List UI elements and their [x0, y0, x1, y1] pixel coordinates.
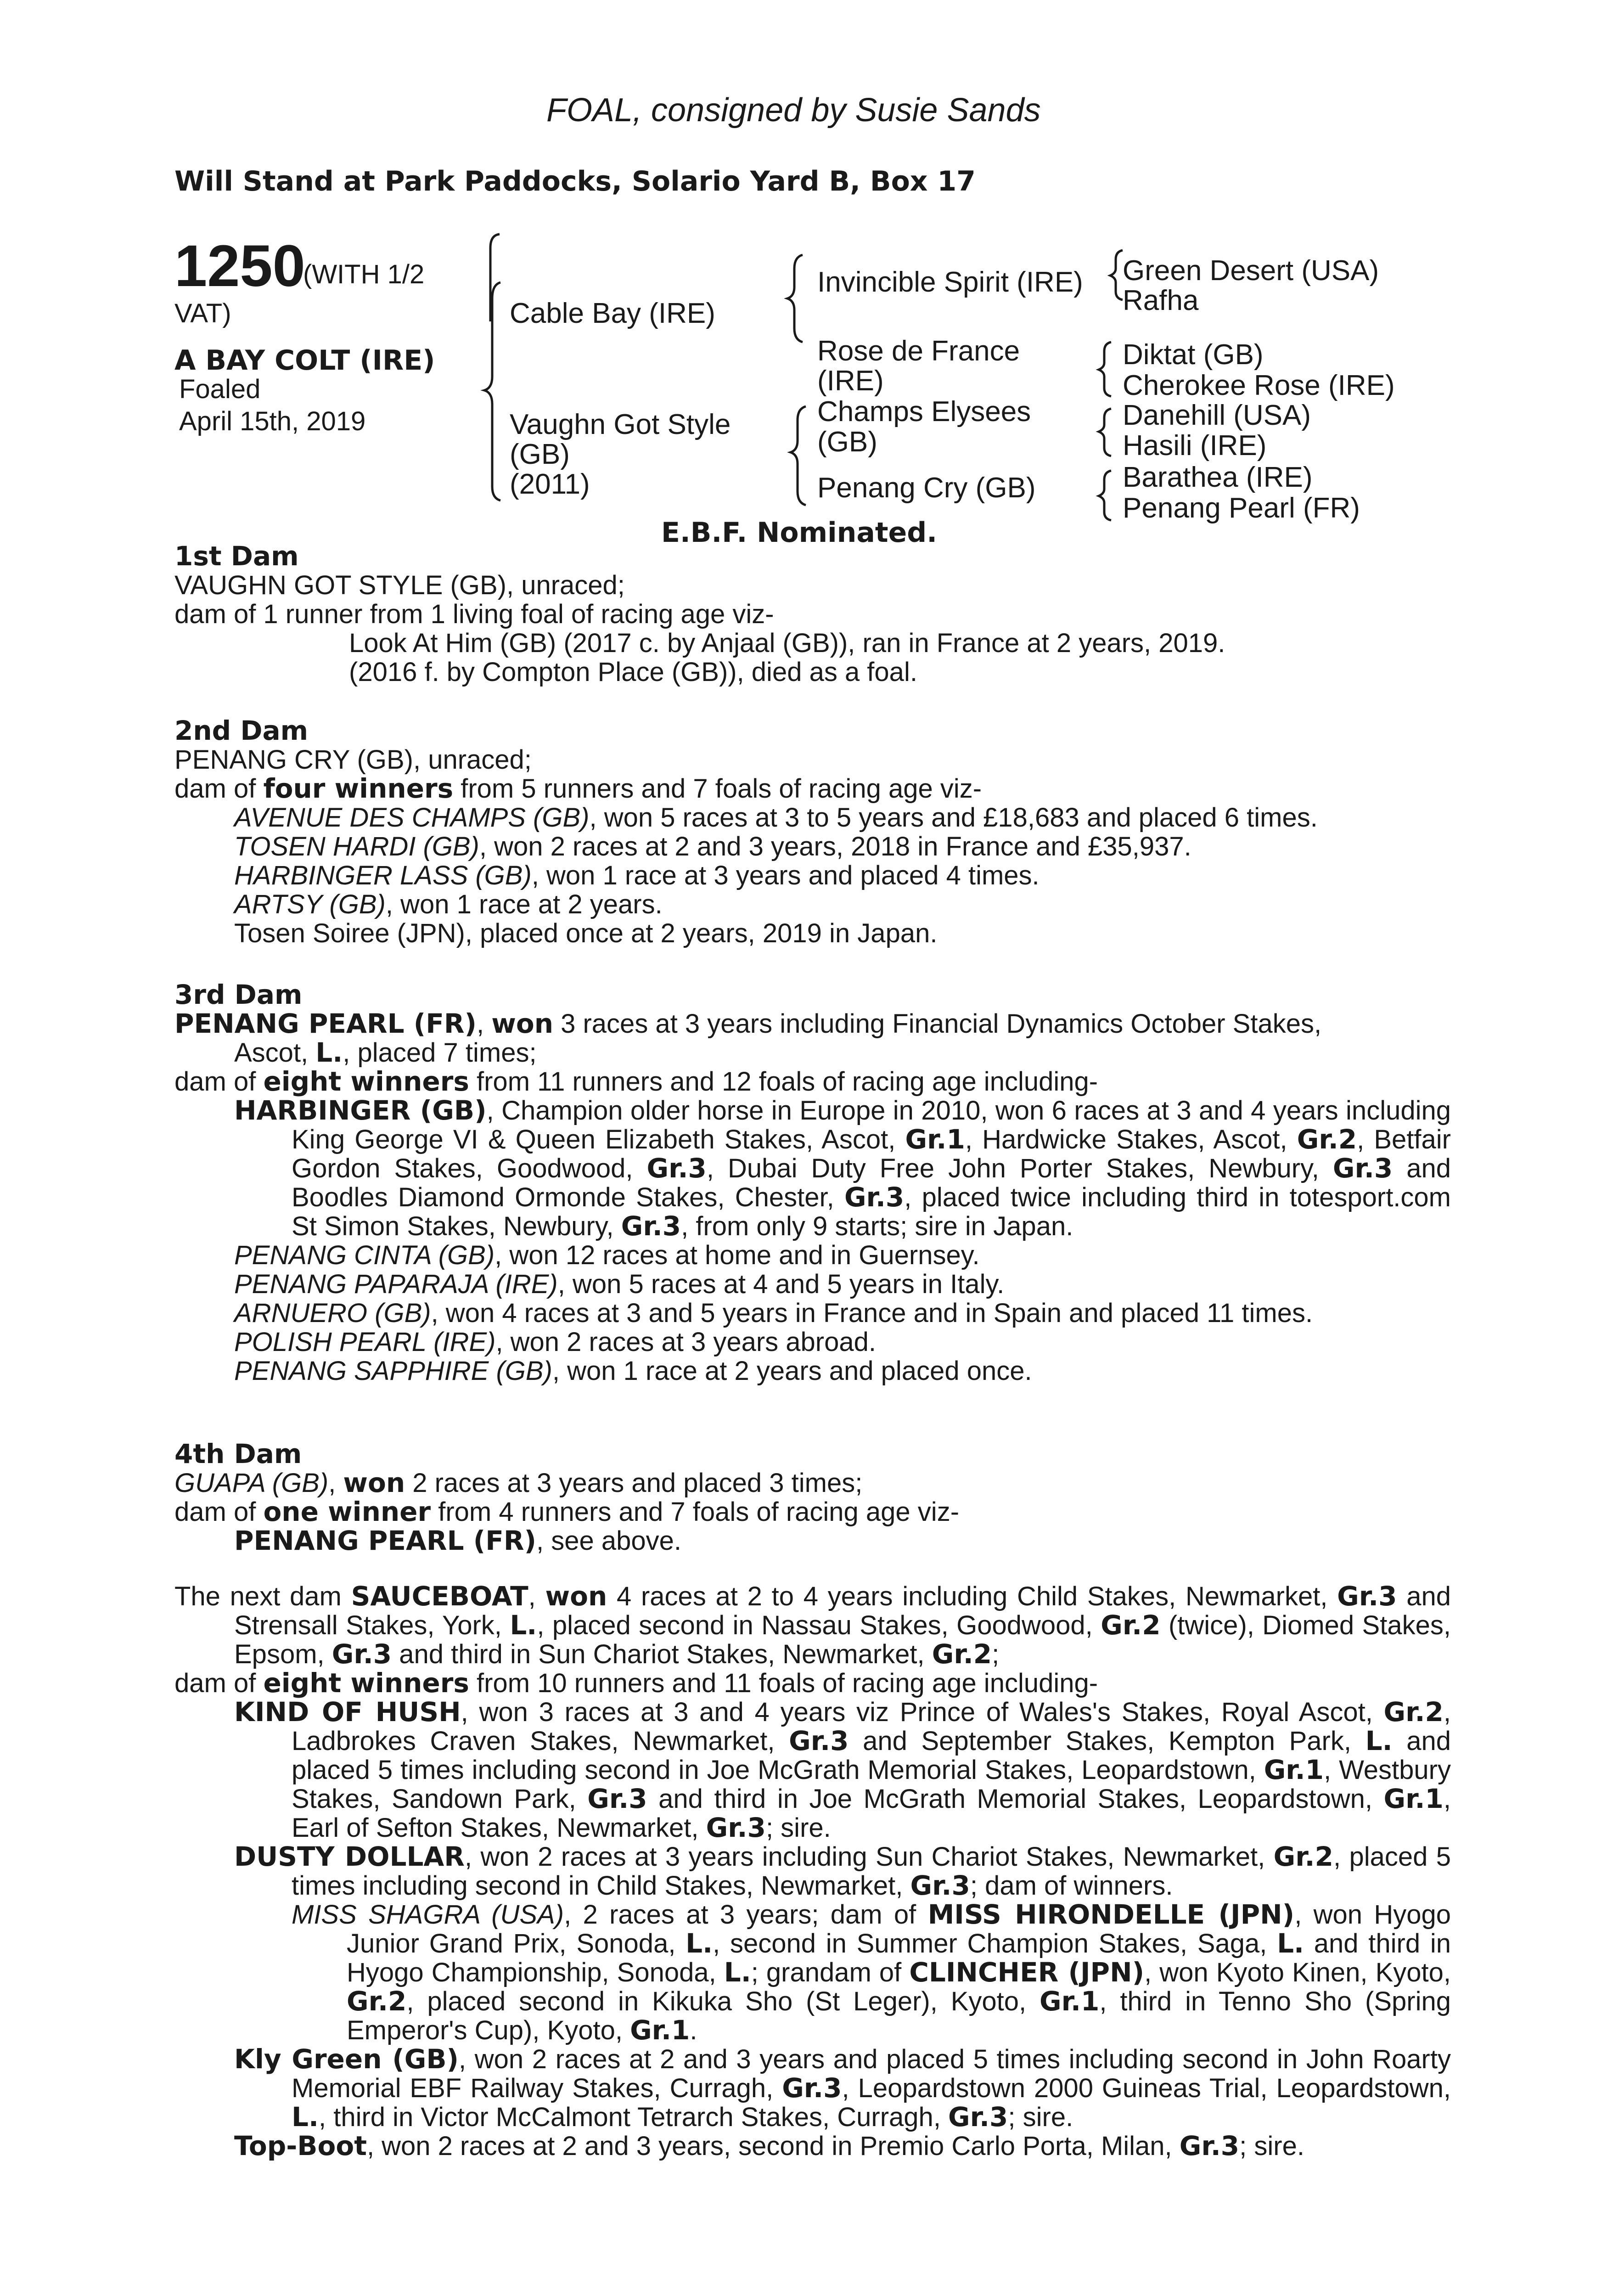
third-dam-section — [174, 980, 1451, 1385]
pedigree-sire: Cable Bay (IRE) — [510, 298, 715, 329]
stand-line: Will Stand at Park Paddocks, Solario Yard B, Box 17 — [174, 165, 976, 197]
second-dam-runner: AVENUE DES CHAMPS (GB), won 5 races at 3 to 5 years and £18,683 and placed 6 times. — [234, 803, 1318, 833]
third-dam-line: PENANG PEARL (FR), won 3 races at 3 years including Financial Dynamics October Stakes, Ascot, L., placed 7 times; — [174, 1008, 1322, 1068]
first-dam-line: VAUGHN GOT STYLE (GB), unraced; — [174, 570, 625, 600]
third-dam-runner: HARBINGER (GB), Champion older horse in Europe in 2010, won 6 races at 3 and 4 years including King George VI & Queen Elizabeth Stakes, Ascot, Gr.1, Hardwicke Stakes, Ascot, Gr.2, Betfair Gordon Stakes, Goodwood, Gr.3, Dubai Duty Free John Porter Stakes, Newbury, Gr.3 and Boodles Diamond Ormonde Stakes, Chester, Gr.3, placed twice including third in totesport.com St Simon Stakes, Newbury, Gr.3, from only 9 starts; sire in Japan. — [234, 1095, 1451, 1242]
first-dam-produce: (2016 f. by Compton Place (GB)), died as a foal. — [349, 657, 917, 687]
fourth-dam-runner: PENANG PEARL (FR), see above. — [234, 1525, 682, 1556]
vat-note-2: VAT) — [174, 298, 231, 328]
pedigree-g3: Diktat (GB) — [1123, 339, 1264, 371]
second-dam-runner: TOSEN HARDI (GB), won 2 races at 2 and 3 years, 2018 in France and £35,937. — [234, 832, 1191, 861]
next-dam-runner: KIND OF HUSH, won 3 races at 3 and 4 years viz Prince of Wales's Stakes, Royal Ascot, Gr.2, Ladbrokes Craven Stakes, Newmarket, Gr.3 and September Stakes, Kempton Park, L. and placed 5 times including second in Joe McGrath Memorial Stakes, Leopardstown, Gr.1, Westbury Stakes, Sandown Park, Gr.3 and third in Joe McGrath Memorial Stakes, Leopardstown, Gr.1, Earl of Sefton Stakes, Newmarket, Gr.3; sire. — [234, 1696, 1451, 1843]
pedigree-g8: Penang Pearl (FR) — [1123, 492, 1360, 524]
consignment-line: FOAL, consigned by Susie Sands — [546, 92, 1041, 129]
foaled-date: April 15th, 2019 — [179, 406, 366, 436]
first-dam-section — [174, 542, 1451, 687]
second-dam-line: dam of four winners from 5 runners and 7 foals of racing age viz- — [174, 773, 982, 804]
third-dam-heading: 3rd Dam — [174, 979, 303, 1010]
pedigree-sire-sire: Invincible Spirit (IRE) — [817, 266, 1083, 298]
pedigree-dam-3: (2011) — [510, 468, 590, 500]
next-dam-runner: Kly Green (GB), won 2 races at 2 and 3 years and placed 5 times including second in John Roarty Memorial EBF Railway Stakes, Curragh, Gr.3, Leopardstown 2000 Guineas Trial, Leopardstown, L., third in Victor McCalmont Tetrarch Stakes, Curragh, Gr.3; sire. — [234, 2043, 1451, 2133]
fourth-dam-section — [174, 1440, 1451, 1555]
pedigree-g1: Green Desert (USA) — [1123, 255, 1379, 287]
third-dam-runner: POLISH PEARL (IRE), won 2 races at 3 years abroad. — [234, 1327, 877, 1357]
third-dam-runner: PENANG PAPARAJA (IRE), won 5 races at 4 and 5 years in Italy. — [234, 1269, 1005, 1299]
ebf-nomination: E.B.F. Nominated. — [661, 517, 937, 549]
pedigree-dam-dam: Penang Cry (GB) — [817, 472, 1036, 504]
pedigree-lines — [0, 0, 1624, 551]
pedigree-g4: Cherokee Rose (IRE) — [1123, 370, 1395, 401]
pedigree-sire-dam-2: (IRE) — [817, 365, 884, 397]
fourth-dam-line: dam of one winner from 4 runners and 7 foals of racing age viz- — [174, 1496, 960, 1527]
fourth-dam-heading: 4th Dam — [174, 1438, 302, 1469]
first-dam-line: dam of 1 runner from 1 living foal of racing age viz- — [174, 599, 774, 629]
pedigree-dam-sire-1: Champs Elysees — [817, 396, 1031, 428]
next-dam-runner: DUSTY DOLLAR, won 2 races at 3 years including Sun Chariot Stakes, Newmarket, Gr.2, placed 5 times including second in Child Stakes, Newmarket, Gr.3; dam of winners. — [234, 1841, 1451, 1901]
first-dam-heading: 1st Dam — [174, 540, 299, 572]
second-dam-heading: 2nd Dam — [174, 715, 309, 746]
next-dam-intro: The next dam SAUCEBOAT, won 4 races at 2 to 4 years including Child Stakes, Newmarket, Gr.3 and Strensall Stakes, York, L., placed second in Nassau Stakes, Goodwood, Gr.2 (twice), Diomed Stakes, Epsom, Gr.3 and third in Sun Chariot Stakes, Newmarket, Gr.2; — [174, 1581, 1451, 1670]
second-dam-runner: HARBINGER LASS (GB), won 1 race at 3 years and placed 4 times. — [234, 861, 1040, 890]
next-dam-line: dam of eight winners from 10 runners and 11 foals of racing age including- — [174, 1667, 1098, 1699]
pedigree-g5: Danehill (USA) — [1123, 400, 1311, 431]
second-dam-section — [174, 716, 1451, 948]
third-dam-line: dam of eight winners from 11 runners and 12 foals of racing age including- — [174, 1066, 1098, 1097]
pedigree-g6: Hasili (IRE) — [1123, 430, 1267, 461]
next-dam-runner: MISS SHAGRA (USA), 2 races at 3 years; dam of MISS HIRONDELLE (JPN), won Hyogo Junior Grand Prix, Sonoda, L., second in Summer Champion Stakes, Saga, L. and third in Hyogo Championship, Sonoda, L.; grandam of CLINCHER (JPN), won Kyoto Kinen, Kyoto, Gr.2, placed second in Kikuka Sho (St Leger), Kyoto, Gr.1, third in Tenno Sho (Spring Emperor's Cup), Kyoto, Gr.1. — [292, 1899, 1451, 2046]
second-dam-runner: ARTSY (GB), won 1 race at 2 years. — [234, 889, 663, 919]
third-dam-runner: ARNUERO (GB), won 4 races at 3 and 5 years in France and in Spain and placed 11 times. — [234, 1298, 1313, 1328]
pedigree-dam-2: (GB) — [510, 439, 570, 470]
first-dam-produce: Look At Him (GB) (2017 c. by Anjaal (GB)), ran in France at 2 years, 2019. — [349, 628, 1225, 658]
pedigree-sire-dam-1: Rose de France — [817, 335, 1020, 367]
pedigree-dam-sire-2: (GB) — [817, 426, 877, 458]
foaled-label: Foaled — [179, 374, 261, 404]
second-dam-line: PENANG CRY (GB), unraced; — [174, 745, 532, 775]
pedigree-g7: Barathea (IRE) — [1123, 461, 1313, 493]
next-dam-runner: Top-Boot, won 2 races at 2 and 3 years, second in Premio Carlo Porta, Milan, Gr.3; sire. — [234, 2130, 1304, 2161]
fourth-dam-line: GUAPA (GB), won 2 races at 3 years and placed 3 times; — [174, 1467, 863, 1498]
third-dam-runner: PENANG SAPPHIRE (GB), won 1 race at 2 years and placed once. — [234, 1356, 1032, 1386]
pedigree-dam-1: Vaughn Got Style — [510, 409, 731, 440]
vat-note-1: (WITH 1/2 — [303, 259, 425, 289]
lot-title: A BAY COLT (IRE) — [174, 344, 435, 377]
pedigree-g2: Rafha — [1123, 285, 1199, 316]
third-dam-runner: PENANG CINTA (GB), won 12 races at home and in Guernsey. — [234, 1240, 980, 1270]
lot-number: 1250 — [174, 233, 305, 299]
second-dam-runner: Tosen Soiree (JPN), placed once at 2 years, 2019 in Japan. — [234, 918, 938, 948]
next-dam-section — [174, 1582, 1451, 2161]
